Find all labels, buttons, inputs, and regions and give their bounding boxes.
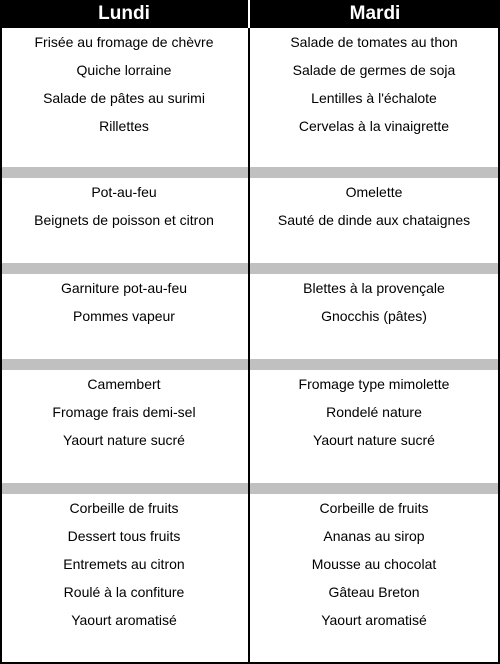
- menu-item: Rillettes: [99, 118, 149, 134]
- menu-item: Corbeille de fruits: [319, 500, 429, 516]
- menu-item: Fromage frais demi-sel: [52, 404, 196, 420]
- menu-item: Salade de germes de soja: [292, 62, 456, 78]
- menu-item: Frisée au fromage de chèvre: [34, 34, 214, 50]
- menu-item: Blettes à la provençale: [303, 280, 445, 296]
- column-mardi: [250, 370, 498, 483]
- menu-item: Camembert: [87, 376, 161, 392]
- column-mardi: [250, 494, 498, 662]
- header-divider: [248, 0, 250, 28]
- menu-item: Pommes vapeur: [73, 308, 175, 324]
- section-dairy: [0, 370, 500, 483]
- menu-item: Quiche lorraine: [76, 62, 172, 78]
- table-border-left: [0, 28, 2, 664]
- menu-item: Ananas au sirop: [323, 528, 425, 544]
- menu-item: Entremets au citron: [63, 556, 185, 572]
- menu-item: Omelette: [345, 184, 403, 200]
- menu-item: Gâteau Breton: [328, 584, 420, 600]
- menu-item: Cervelas à la vinaigrette: [298, 118, 450, 134]
- menu-item: Rondelé nature: [326, 404, 422, 420]
- column-mardi: [250, 274, 498, 359]
- menu-item: Corbeille de fruits: [69, 500, 179, 516]
- column-divider: [248, 28, 250, 664]
- menu-item: Dessert tous fruits: [67, 528, 181, 544]
- menu-item: Lentilles à l'échalote: [311, 90, 437, 106]
- column-lundi: [0, 494, 248, 662]
- menu-item: Fromage type mimolette: [298, 376, 450, 392]
- menu-item: Roulé à la confiture: [63, 584, 185, 600]
- section-starters: [0, 28, 500, 167]
- menu-item: Yaourt nature sucré: [63, 432, 185, 448]
- menu-item: Gnocchis (pâtes): [321, 308, 427, 324]
- section-sides: [0, 274, 500, 359]
- menu-item: Yaourt aromatisé: [71, 612, 177, 628]
- column-lundi: [0, 178, 248, 263]
- menu-item: Yaourt aromatisé: [321, 612, 427, 628]
- column-lundi: [0, 28, 248, 167]
- column-mardi: [250, 178, 498, 263]
- column-lundi: [0, 274, 248, 359]
- section-separator: [0, 263, 500, 274]
- menu-item: Mousse au chocolat: [311, 556, 437, 572]
- column-mardi: [250, 28, 498, 167]
- menu-item: Garniture pot-au-feu: [60, 280, 188, 296]
- menu-item: Salade de tomates au thon: [290, 34, 458, 50]
- menu-item: Beignets de poisson et citron: [34, 212, 214, 228]
- menu-item: Yaourt nature sucré: [313, 432, 435, 448]
- section-separator: [0, 483, 500, 494]
- section-mains: [0, 178, 500, 263]
- menu-item: Salade de pâtes au surimi: [43, 90, 205, 106]
- section-separator: [0, 167, 500, 178]
- section-separator: [0, 359, 500, 370]
- day-header-lundi: Lundi: [0, 0, 248, 28]
- column-lundi: [0, 370, 248, 483]
- section-desserts: [0, 494, 500, 662]
- menu-item: Pot-au-feu: [91, 184, 157, 200]
- menu-item: Sauté de dinde aux chataignes: [277, 212, 471, 228]
- day-header-mardi: Mardi: [250, 0, 500, 28]
